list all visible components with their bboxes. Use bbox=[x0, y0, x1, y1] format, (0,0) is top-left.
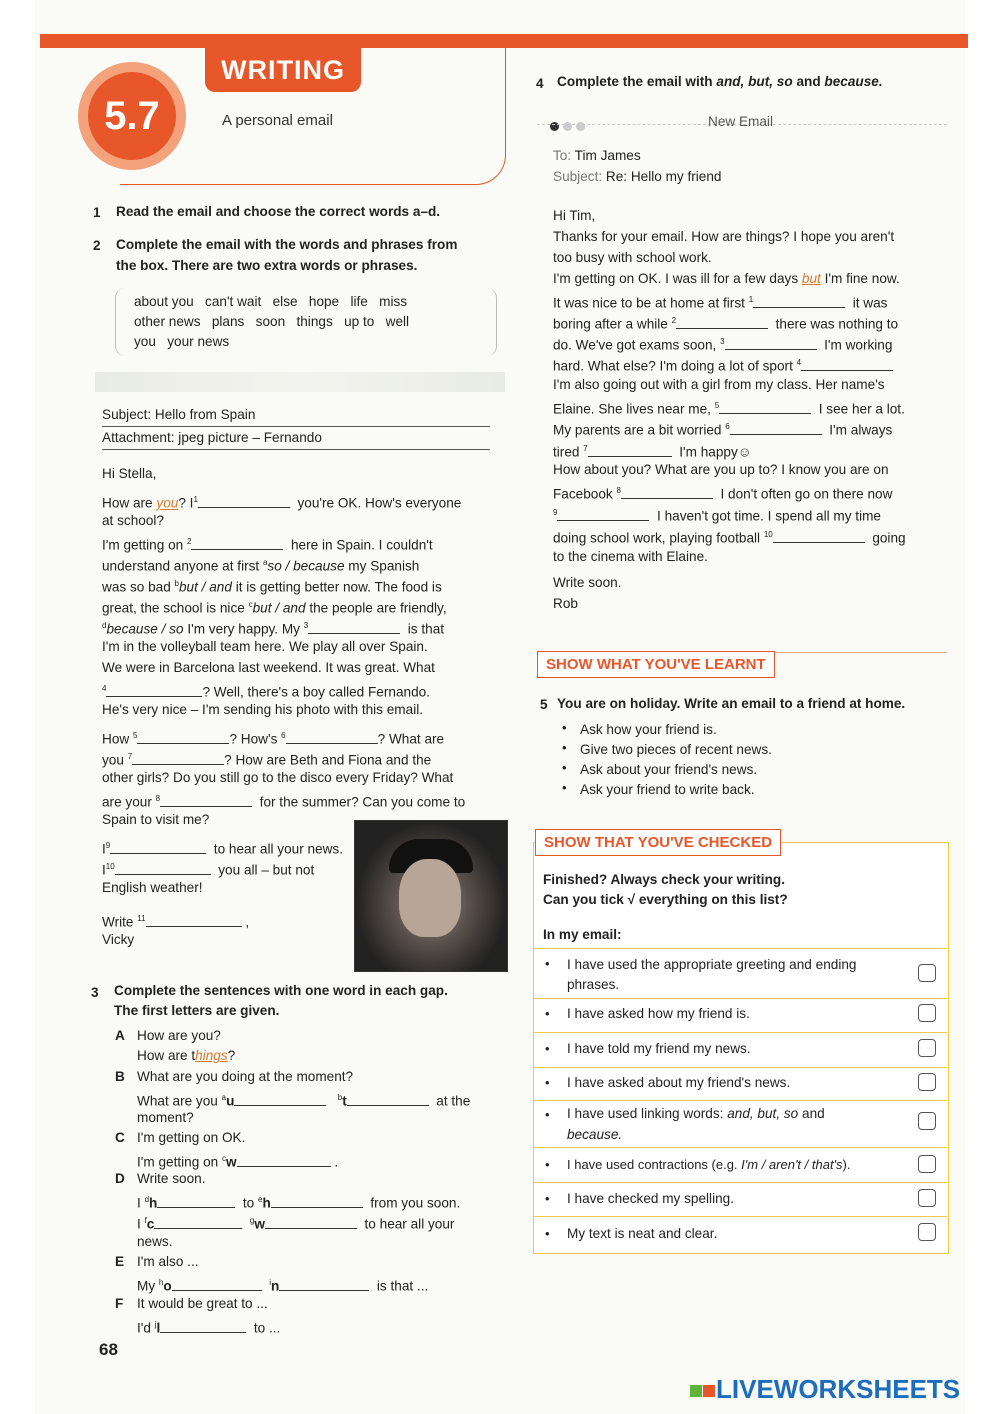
email-line: $^9$ I haven't got time. I spend all my time bbox=[553, 503, 881, 527]
email-window-title: New Email bbox=[708, 114, 773, 129]
item-letter: C bbox=[115, 1130, 125, 1145]
gap-5[interactable] bbox=[719, 399, 811, 414]
email-attachment: Attachment: jpeg picture – Fernando bbox=[102, 428, 490, 450]
choice-a[interactable]: so / because bbox=[267, 558, 345, 574]
gap-5[interactable] bbox=[137, 729, 229, 744]
email-signoff: Write $^{11}$ , bbox=[102, 909, 249, 933]
lesson-subtitle: A personal email bbox=[222, 112, 333, 129]
gap-3[interactable] bbox=[725, 335, 817, 350]
checkbox[interactable] bbox=[918, 1189, 936, 1207]
example-answer: hings bbox=[195, 1048, 228, 1063]
email-line: $^4$ ? Well, there's a boy called Fernando. bbox=[102, 679, 430, 703]
task-item: Ask about your friend's news. bbox=[580, 762, 758, 777]
section-title: WRITING bbox=[205, 48, 361, 92]
task-item: Give two pieces of recent news. bbox=[580, 742, 772, 757]
email-line: He's very nice – I'm sending his photo with this email. bbox=[102, 702, 424, 717]
checklist-item: I have used linking words: and, but, so and bbox=[567, 1106, 825, 1121]
gap-9[interactable] bbox=[110, 839, 206, 854]
gap-6[interactable] bbox=[286, 729, 378, 744]
email-signature: Vicky bbox=[102, 932, 135, 947]
gap-11[interactable] bbox=[146, 912, 242, 927]
checklist-item: phrases. bbox=[567, 977, 620, 992]
task-item: Ask how your friend is. bbox=[580, 722, 717, 737]
gap-b[interactable] bbox=[347, 1091, 429, 1106]
email-line: How are you? $I^1$ you're OK. How's everyone bbox=[102, 490, 461, 514]
checkbox[interactable] bbox=[918, 1004, 936, 1022]
email-line: Thanks for your email. How are things? I hope you aren't bbox=[553, 229, 895, 244]
checklist-item: I have told my friend my news. bbox=[567, 1041, 751, 1056]
checkbox[interactable] bbox=[918, 1155, 936, 1173]
ex5-instruction: You are on holiday. Write an email to a friend at home. bbox=[557, 696, 906, 711]
item-answer: I'm getting on $^c$w . bbox=[137, 1149, 338, 1173]
top-accent-bar bbox=[40, 34, 968, 48]
email-greeting: Hi Stella, bbox=[102, 466, 157, 481]
gap-10[interactable] bbox=[773, 528, 865, 543]
ex3-instruction-line1: Complete the sentences with one word in each gap. bbox=[114, 983, 448, 998]
checkbox[interactable] bbox=[918, 1223, 936, 1241]
ex5-number: 5 bbox=[540, 697, 548, 712]
email-subject: Subject: Hello from Spain bbox=[102, 405, 490, 427]
email-line: great, the school is nice $^c$but / and the people are friendly, bbox=[102, 600, 447, 616]
email-line: English weather! bbox=[102, 880, 203, 895]
ex3-instruction-line2: The first letters are given. bbox=[114, 1003, 280, 1018]
item-letter: E bbox=[115, 1254, 125, 1269]
item-letter: B bbox=[115, 1069, 125, 1084]
email-line: doing school work, playing football $^{10}$ going bbox=[553, 525, 906, 549]
item-answer: I $^d$h to $^e$h from you soon. bbox=[137, 1190, 460, 1214]
email-line: How about you? What are you up to? I know you are on bbox=[553, 462, 889, 477]
gap-1[interactable] bbox=[753, 293, 845, 308]
word-box-row: other news plans soon things up to well bbox=[134, 314, 410, 329]
email-line: We were in Barcelona last weekend. It was great. What bbox=[102, 660, 435, 675]
gap-7[interactable] bbox=[588, 442, 672, 457]
checklist-item: My text is neat and clear. bbox=[567, 1226, 718, 1241]
item-answer: How are things? bbox=[137, 1048, 236, 1063]
email-line: Elaine. She lives near me, $^5$ I see her a lot. bbox=[553, 396, 905, 420]
item-prompt: Write soon. bbox=[137, 1171, 206, 1186]
ex2-instruction-line2: the box. There are two extra words or phrases. bbox=[116, 258, 418, 273]
divider-band bbox=[95, 372, 505, 392]
email-line: do. We've got exams soon, $^3$ I'm working bbox=[553, 332, 892, 356]
ex4-number: 4 bbox=[536, 76, 544, 91]
gap-g[interactable] bbox=[265, 1214, 357, 1229]
email-line: Facebook $^8$ I don't often go on there now bbox=[553, 481, 892, 505]
example-answer: but bbox=[801, 271, 821, 286]
page-number: 68 bbox=[99, 1340, 118, 1359]
email-line: I'm getting on OK. I was ill for a few days but I'm fine now. bbox=[553, 271, 900, 286]
email-line: $I^{10}$ you all – but not bbox=[102, 857, 314, 881]
email-line: too busy with school work. bbox=[553, 250, 712, 265]
gap-a[interactable] bbox=[234, 1091, 326, 1106]
ex3-number: 3 bbox=[91, 985, 99, 1000]
gap-f[interactable] bbox=[154, 1214, 242, 1229]
email-subject: Subject: Re: Hello my friend bbox=[553, 169, 722, 184]
email-line: understand anyone at first $^a$so / because my Spanish bbox=[102, 558, 420, 574]
item-answer: What are you $^a$u $^b$t at the bbox=[137, 1088, 470, 1112]
checkbox[interactable] bbox=[918, 1039, 936, 1057]
email-line: It was nice to be at home at first $^1$ it was bbox=[553, 290, 887, 314]
gap-j[interactable] bbox=[160, 1318, 246, 1333]
checkbox[interactable] bbox=[918, 1112, 936, 1130]
ex2-number: 2 bbox=[93, 238, 101, 253]
email-signoff: Write soon. bbox=[553, 575, 622, 590]
item-answer: I $^f$c $^g$w to hear all your bbox=[137, 1211, 454, 1235]
logo-icon bbox=[690, 1385, 702, 1397]
email-greeting: Hi Tim, bbox=[553, 208, 596, 223]
email-line: other girls? Do you still go to the disco every Friday? What bbox=[102, 770, 454, 785]
item-letter: D bbox=[115, 1171, 125, 1186]
email-to: To: Tim James bbox=[553, 148, 641, 163]
email-line: I'm in the volleyball team here. We play all over Spain. bbox=[102, 639, 428, 654]
email-line: are your $^8$ for the summer? Can you come to bbox=[102, 789, 465, 813]
checkbox[interactable] bbox=[918, 1073, 936, 1091]
gap-10[interactable] bbox=[115, 860, 211, 875]
ex1-number: 1 bbox=[93, 205, 101, 220]
task-item: Ask your friend to write back. bbox=[580, 782, 755, 797]
gap-9[interactable] bbox=[557, 506, 649, 521]
email-line: Spain to visit me? bbox=[102, 812, 210, 827]
checklist-item: I have asked about my friend's news. bbox=[567, 1075, 791, 1090]
ex1-instruction: Read the email and choose the correct words a–d. bbox=[116, 204, 441, 219]
gap-8[interactable] bbox=[160, 792, 252, 807]
learnt-tab: SHOW WHAT YOU'VE LEARNT bbox=[537, 651, 775, 678]
ex4-instruction: Complete the email with and, but, so and because. bbox=[557, 74, 883, 89]
checklist-intro: Can you tick √ everything on this list? bbox=[543, 892, 788, 907]
gap-2[interactable] bbox=[676, 314, 768, 329]
email-line: was so bad $^b$but / and it is getting better now. The food is bbox=[102, 579, 442, 595]
checklist-intro: Finished? Always check your writing. bbox=[543, 872, 785, 887]
unit-badge bbox=[88, 72, 176, 160]
gap-1[interactable] bbox=[198, 493, 290, 508]
item-answer: I'd $^j$l to ... bbox=[137, 1315, 280, 1339]
email-line: How $^5$ ? How's $^6$ ? What are bbox=[102, 726, 444, 750]
checklist-item: because. bbox=[567, 1127, 623, 1142]
window-controls bbox=[550, 118, 589, 136]
checklist-heading: In my email: bbox=[543, 927, 622, 942]
word-box-row: about you can't wait else hope life miss bbox=[134, 294, 408, 309]
item-answer: news. bbox=[137, 1234, 173, 1249]
choice-d[interactable]: because / so bbox=[106, 621, 184, 637]
choice-c[interactable]: but / and bbox=[252, 600, 306, 616]
gap-4[interactable] bbox=[106, 682, 202, 697]
gap-i[interactable] bbox=[279, 1276, 369, 1291]
gap-4[interactable] bbox=[801, 356, 893, 371]
email-line: you $^7$ ? How are Beth and Fiona and the bbox=[102, 747, 431, 771]
checked-tab: SHOW THAT YOU'VE CHECKED bbox=[535, 829, 781, 856]
gap-e[interactable] bbox=[271, 1193, 363, 1208]
gap-3[interactable] bbox=[308, 619, 400, 634]
gap-2[interactable] bbox=[191, 535, 283, 550]
checklist-item: I have used the appropriate greeting and ending bbox=[567, 957, 857, 972]
checklist-item: I have used contractions (e.g. I'm / aren't / that's). bbox=[567, 1157, 851, 1172]
word-box-row: you your news bbox=[134, 334, 230, 349]
gap-d[interactable] bbox=[157, 1193, 235, 1208]
brand-name: LIVEWORKSHEETS bbox=[716, 1374, 961, 1404]
gap-c[interactable] bbox=[237, 1152, 331, 1167]
item-prompt: I'm getting on OK. bbox=[137, 1130, 246, 1145]
item-letter: A bbox=[115, 1028, 125, 1043]
gap-h[interactable] bbox=[172, 1276, 262, 1291]
liveworksheets-logo bbox=[690, 1374, 960, 1405]
item-answer: moment? bbox=[137, 1110, 194, 1125]
gap-7[interactable] bbox=[132, 750, 224, 765]
checklist-item: I have asked how my friend is. bbox=[567, 1006, 750, 1021]
item-prompt: It would be great to ... bbox=[137, 1296, 268, 1311]
item-prompt: How are you? bbox=[137, 1028, 221, 1043]
item-prompt: I'm also ... bbox=[137, 1254, 199, 1269]
checkbox[interactable] bbox=[918, 964, 936, 982]
email-line: tired $^7$ I'm happy☺ bbox=[553, 439, 752, 463]
choice-b[interactable]: but / and bbox=[179, 579, 232, 595]
email-line: hard. What else? I'm doing a lot of sport $^4$ bbox=[553, 353, 893, 377]
email-line: at school? bbox=[102, 513, 164, 528]
email-line: I'm getting on $^2$ here in Spain. I couldn't bbox=[102, 532, 433, 556]
email-signature: Rob bbox=[553, 596, 578, 611]
email-line: I'm also going out with a girl from my class. Her name's bbox=[553, 377, 885, 392]
email-line: My parents are a bit worried $^6$ I'm always bbox=[553, 417, 892, 441]
gap-6[interactable] bbox=[730, 420, 822, 435]
gap-8[interactable] bbox=[621, 484, 713, 499]
email-line: $^d$because / so I'm very happy. My $^3$ is that bbox=[102, 616, 444, 640]
fernando-photo bbox=[354, 820, 508, 972]
checklist-item: I have checked my spelling. bbox=[567, 1191, 734, 1206]
unit-number: 5.7 bbox=[104, 94, 160, 138]
ex2-instruction-line1: Complete the email with the words and phrases from bbox=[116, 237, 458, 252]
item-letter: F bbox=[115, 1296, 124, 1311]
example-answer: you bbox=[156, 495, 179, 511]
email-line: $I^9$ to hear all your news. bbox=[102, 836, 343, 860]
email-line: to the cinema with Elaine. bbox=[553, 549, 708, 564]
item-answer: My $^h$o $^i$n is that ... bbox=[137, 1273, 428, 1297]
email-line: boring after a while $^2$ there was nothing to bbox=[553, 311, 898, 335]
item-prompt: What are you doing at the moment? bbox=[137, 1069, 354, 1084]
